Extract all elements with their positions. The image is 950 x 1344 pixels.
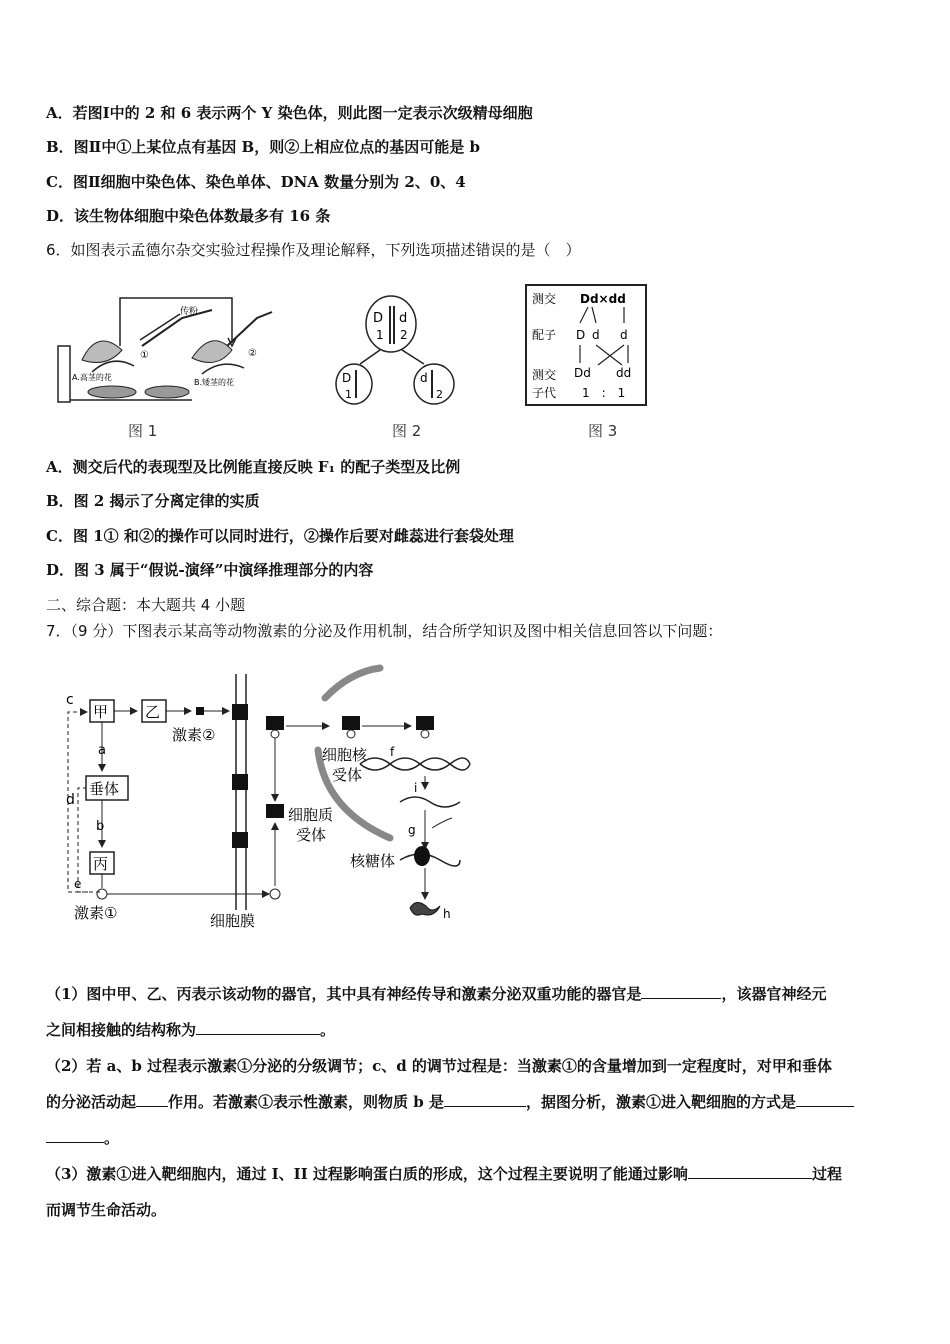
label-hormone1: 激素① bbox=[74, 904, 118, 922]
label-yi: 乙 bbox=[145, 703, 161, 721]
q6-option-c: C．图 1① 和②的操作可以同时进行，②操作后要对雌蕊进行套袋处理 bbox=[46, 527, 514, 545]
label-e: e bbox=[74, 877, 82, 891]
fig3-row2-label: 配子 bbox=[532, 328, 557, 342]
fig1-flower-b-label: B.矮茎的花 bbox=[194, 378, 235, 387]
fig2-num-1: 1 bbox=[376, 328, 384, 342]
nuc-receptor-top bbox=[342, 716, 360, 730]
figure-1 bbox=[52, 288, 282, 408]
label-a: a bbox=[98, 743, 106, 758]
q6-stem: 6．如图表示孟德尔杂交实验过程操作及理论解释，下列选项描述错误的是（ ） bbox=[46, 241, 581, 259]
fig3-caption: 图 3 bbox=[588, 422, 618, 440]
q7-part1-text-c: 之间相接触的结构称为 bbox=[46, 1021, 197, 1039]
nuc-receptor-dna bbox=[416, 716, 434, 730]
answer-blank-5-cont[interactable] bbox=[46, 1128, 104, 1143]
fig2-left-D: D bbox=[342, 371, 352, 385]
mrna bbox=[400, 797, 460, 807]
q7-part3-text-b: 过程 bbox=[811, 1165, 842, 1183]
fig3-row3-label: 测交 bbox=[532, 368, 557, 382]
fig3-gamete-d1: d bbox=[592, 328, 600, 342]
q7-stem: 7．（9 分）下图表示某高等动物激素的分泌及作用机制，结合所学知识及图中相关信息回答以下问题： bbox=[46, 622, 723, 640]
fig2-caption: 图 2 bbox=[392, 422, 422, 440]
fig1-caption: 图 1 bbox=[128, 422, 158, 440]
hormone2-dot bbox=[196, 707, 204, 715]
label-f: f bbox=[390, 745, 395, 759]
fig3-gamete-d2: d bbox=[620, 328, 628, 342]
q5-option-c: C．图Ⅱ细胞中染色体、染色单体、DNA 数量分别为 2、0、4 bbox=[46, 173, 466, 191]
label-cyto-receptor-1: 细胞质 bbox=[288, 806, 334, 824]
fig1-flower-b bbox=[192, 341, 232, 363]
q7-part2 bbox=[46, 1048, 908, 1156]
figure-3 bbox=[524, 283, 648, 407]
dna-strand-2 bbox=[360, 758, 470, 770]
q6-option-b: B．图 2 揭示了分离定律的实质 bbox=[46, 492, 260, 510]
fig1-tweezers-2 bbox=[227, 312, 272, 346]
fig1-flower-a-label: A.高茎的花 bbox=[72, 373, 112, 382]
fig2-allele-D: D bbox=[373, 311, 384, 326]
label-nuc-receptor-1: 细胞核 bbox=[322, 746, 368, 764]
cyto-receptor-top bbox=[266, 716, 284, 730]
answer-blank-6[interactable] bbox=[688, 1164, 812, 1179]
cyto-receptor bbox=[266, 804, 284, 818]
hormone1-inside bbox=[270, 889, 280, 899]
label-b: b bbox=[96, 819, 105, 834]
label-ribosome: 核糖体 bbox=[350, 852, 396, 870]
q7-part1-text-d: 。 bbox=[320, 1021, 336, 1039]
label-membrane: 细胞膜 bbox=[210, 912, 256, 930]
q7-part1-text-a: （1）图中甲、乙、丙表示该动物的器官，其中具有神经传导和激素分泌双重功能的器官是 bbox=[46, 985, 642, 1003]
q7-part2-text-d: ，据图分析，激素①进入靶细胞的方式是 bbox=[525, 1093, 796, 1111]
q7-part3 bbox=[46, 1156, 908, 1228]
fig1-pollination-label: 传粉 bbox=[180, 307, 199, 317]
q7-part1 bbox=[46, 976, 908, 1048]
q7-part2-text-e: 。 bbox=[104, 1129, 120, 1147]
fig2-right-d: d bbox=[420, 371, 428, 385]
label-d: d bbox=[66, 792, 75, 808]
membrane-receptor-3 bbox=[232, 832, 248, 848]
label-cyto-receptor-2: 受体 bbox=[296, 826, 327, 844]
q7-part2-text-c: 作用。若激素①表示性激素，则物质 b 是 bbox=[168, 1093, 444, 1111]
q5-option-a: A．若图Ⅰ中的 2 和 6 表示两个 Y 染色体，则此图一定表示次级精母细胞 bbox=[46, 104, 533, 122]
protein bbox=[410, 902, 440, 915]
q5-option-d: D．该生物体细胞中染色体数最多有 16 条 bbox=[46, 207, 331, 225]
q5-option-b: B．图Ⅱ中①上某位点有基因 B，则②上相应位点的基因可能是 b bbox=[46, 138, 480, 156]
q7-part3-text-c: 而调节生命活动。 bbox=[46, 1201, 167, 1219]
hormone1-circle bbox=[97, 889, 107, 899]
fig1-step1: ① bbox=[140, 350, 149, 361]
fig3-gamete-D: D bbox=[576, 328, 586, 342]
fig3-row4-label: 子代 bbox=[532, 386, 557, 400]
label-nuc-receptor-2: 受体 bbox=[332, 766, 363, 784]
fig1-flower-a bbox=[82, 341, 122, 362]
label-jia: 甲 bbox=[93, 703, 109, 721]
figure-2 bbox=[330, 292, 465, 407]
answer-blank-5[interactable] bbox=[796, 1092, 854, 1107]
label-h: h bbox=[443, 907, 451, 921]
fig2-right-2: 2 bbox=[436, 388, 443, 401]
fig1-frame-left bbox=[58, 346, 70, 402]
q7-part2-text-a: （2）若 a、b 过程表示激素①分泌的分级调节；c、d 的调节过程是：当激素①的含量增加到一定程度时，对甲和垂体 bbox=[46, 1057, 832, 1075]
membrane-receptor-2 bbox=[232, 774, 248, 790]
q7-part1-text-b: ，该器官神经元 bbox=[721, 985, 827, 1003]
fig1-step2: ② bbox=[248, 348, 257, 359]
answer-blank-4[interactable] bbox=[444, 1092, 526, 1107]
answer-blank-3[interactable] bbox=[136, 1092, 168, 1107]
fig3-row1-label: 测交 bbox=[532, 292, 557, 306]
fig3-cross: Dd×dd bbox=[580, 292, 626, 306]
fig2-left-1: 1 bbox=[345, 388, 352, 401]
section-2-heading: 二、综合题：本大题共 4 小题 bbox=[46, 596, 246, 614]
mrna-ribosome bbox=[400, 854, 460, 866]
label-g: g bbox=[408, 823, 416, 837]
nuclear-envelope-top bbox=[325, 668, 380, 698]
fig3-offspring-Dd: Dd bbox=[574, 366, 591, 380]
q7-part2-text-b: 的分泌活动起 bbox=[46, 1093, 137, 1111]
fig2-num-2: 2 bbox=[400, 328, 408, 342]
label-i: i bbox=[414, 781, 418, 795]
fig3-ratio: 1 : 1 bbox=[582, 386, 626, 400]
q7-diagram bbox=[60, 660, 480, 940]
fig2-allele-d: d bbox=[399, 311, 408, 326]
dna-strand-1 bbox=[360, 758, 470, 770]
q7-part3-text-a: （3）激素①进入靶细胞内，通过 I、II 过程影响蛋白质的形成，这个过程主要说明了能通过影响 bbox=[46, 1165, 688, 1183]
label-bing: 丙 bbox=[93, 855, 109, 873]
q6-option-a: A．测交后代的表现型及比例能直接反映 F₁ 的配子类型及比例 bbox=[46, 458, 461, 476]
label-c: c bbox=[66, 692, 74, 708]
answer-blank-1[interactable] bbox=[641, 984, 721, 999]
fig3-offspring-dd: dd bbox=[616, 366, 632, 380]
q6-option-d: D．图 3 属于“假说-演绎”中演绎推理部分的内容 bbox=[46, 561, 374, 579]
answer-blank-2[interactable] bbox=[196, 1020, 320, 1035]
label-hormone2: 激素② bbox=[172, 726, 216, 744]
membrane-receptor-1 bbox=[232, 704, 248, 720]
label-chuiti: 垂体 bbox=[89, 780, 120, 798]
ribosome bbox=[414, 846, 430, 866]
